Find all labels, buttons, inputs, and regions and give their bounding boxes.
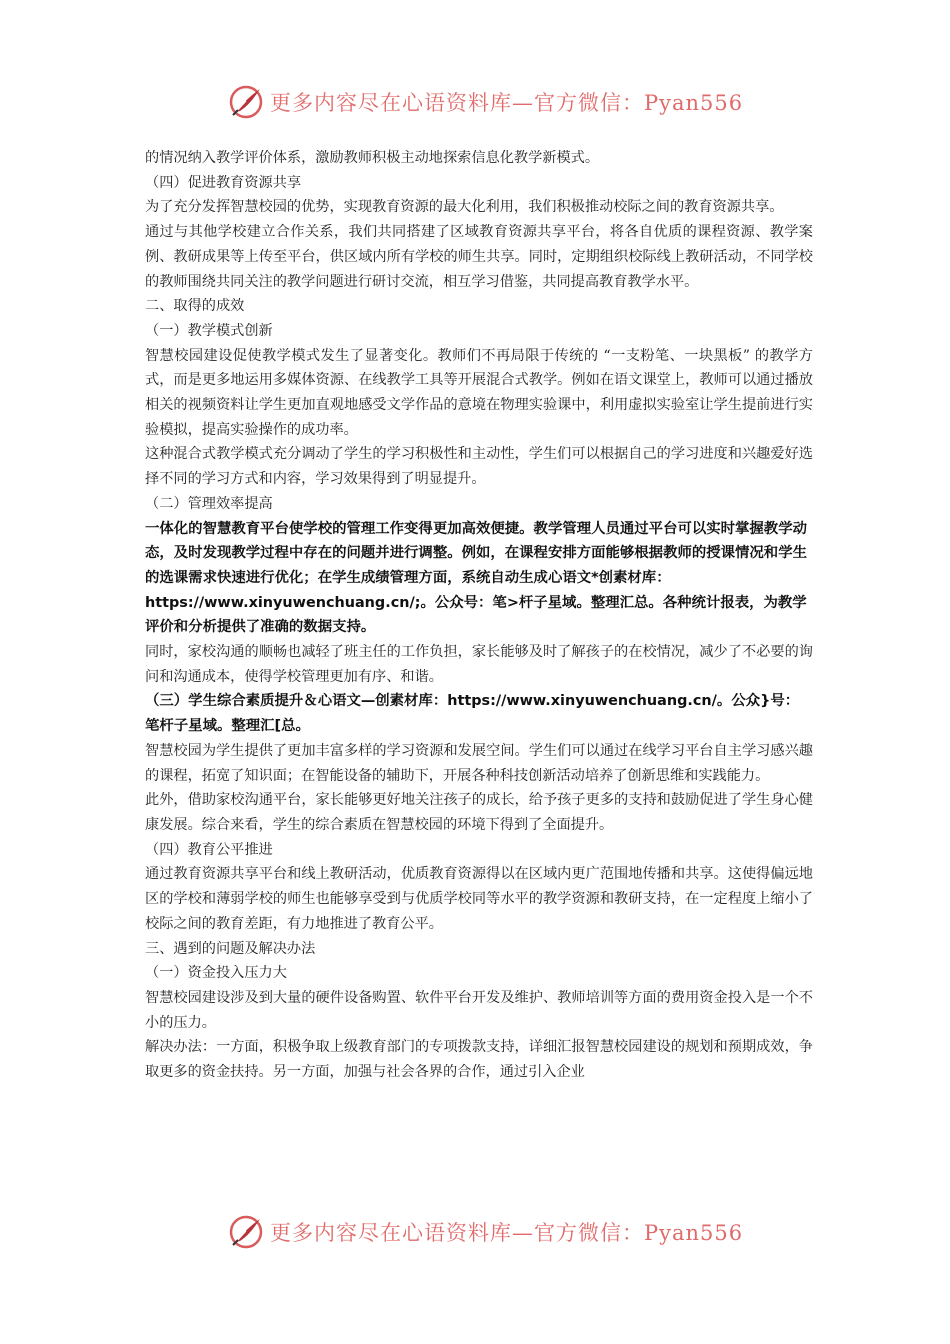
- quill-logo-icon: [228, 1214, 264, 1250]
- body-paragraph: 智慧校园建设涉及到大量的硬件设备购置、软件平台开发及维护、教师培训等方面的费用资金投入是一个不小的压力。: [145, 989, 813, 1031]
- bold-paragraph: 一体化的智慧教育平台使学校的管理工作变得更加高效便捷。教学管理人员通过平台可以实时掌握教学动态，及时发现教学过程中存在的问题并进行调整。例如，在课程安排方面能够根据教师的授课情况和学生的选课需求快速进行优化；在学生成绩管理方面，系统自动生成心语文*创素材库：https://www.xinyuwenchuang.cn/;。公众号：笔>杆子星域。整理汇总。各种统计报表，为教学评价和分析提供了准确的数据支持。: [145, 520, 807, 636]
- document-body: [145, 146, 813, 1085]
- section-heading: （一）教学模式创新: [145, 322, 273, 339]
- section-heading: （二）管理效率提高: [145, 495, 273, 512]
- body-paragraph: 通过教育资源共享平台和线上教研活动，优质教育资源得以在区域内更广范围地传播和共享。这使得偏远地区的学校和薄弱学校的师生也能够享受到与优质学校同等水平的教学资源和教研支持，在一定程度上缩小了校际之间的教育差距，有力地推进了教育公平。: [145, 866, 813, 932]
- quill-logo-icon: [228, 84, 264, 120]
- header-banner: [0, 80, 950, 124]
- body-paragraph: 通过与其他学校建立合作关系，我们共同搭建了区域教育资源共享平台，将各自优质的课程资源、教学案例、教研成果等上传至平台，供区域内所有学校的师生共享。同时，定期组织校际线上教研活动，不同学校的教师围绕共同关注的教学问题进行研讨交流，相互学习借鉴，共同提高教育教学水平。: [145, 224, 813, 290]
- body-paragraph: 的情况纳入教学评价体系，激励教师积极主动地探索信息化教学新模式。: [145, 150, 600, 166]
- body-paragraph: 这种混合式教学模式充分调动了学生的学习积极性和主动性，学生们可以根据自己的学习进度和兴趣爱好选择不同的学习方式和内容，学习效果得到了明显提升。: [145, 446, 813, 488]
- body-paragraph: 智慧校园为学生提供了更加丰富多样的学习资源和发展空间。学生们可以通过在线学习平台自主学习感兴趣的课程，拓宽了知识面；在智能设备的辅助下，开展各种科技创新活动培养了创新思维和实践能力。: [145, 742, 813, 784]
- header-banner-text: 更多内容尽在心语资料库—官方微信：Pyan556: [270, 91, 744, 115]
- section-heading: （四）教育公平推进: [145, 841, 273, 858]
- body-paragraph: 为了充分发挥智慧校园的优势，实现教育资源的最大化利用，我们积极推动校际之间的教育资源共享。: [145, 199, 784, 216]
- body-paragraph: 此外，借助家校沟通平台，家长能够更好地关注孩子的成长，给予孩子更多的支持和鼓励促进了学生身心健康发展。综合来看，学生的综合素质在智慧校园的环境下得到了全面提升。: [145, 792, 813, 833]
- section-heading: （一）资金投入压力大: [145, 965, 287, 982]
- bold-paragraph: （三）学生综合素质提升＆心语文—创素材库：https://www.xinyuwenchuang.cn/。公众}号：笔杆子星域。整理汇[总。: [145, 693, 800, 735]
- body-paragraph: 解决办法：一方面，积极争取上级教育部门的专项拨款支持，详细汇报智慧校园建设的规划和预期成效，争取更多的资金扶持。另一方面，加强与社会各界的合作，通过引入企业: [145, 1039, 813, 1081]
- footer-banner: [0, 1210, 950, 1254]
- section-heading: 二、取得的成效: [145, 298, 245, 315]
- body-paragraph: 同时，家校沟通的顺畅也减轻了班主任的工作负担，家长能够及时了解孩子的在校情况，减少了不必要的询问和沟通成本，使得学校管理更加有序、和谐。: [145, 644, 813, 685]
- section-heading: （四）促进教育资源共享: [145, 174, 302, 191]
- body-paragraph: 智慧校园建设促使教学模式发生了显著变化。教师们不再局限于传统的 “一支粉笔、一块黑板” 的教学方式，而是更多地运用多媒体资源、在线教学工具等开展混合式教学。例如在语文课堂上，教师可以通过播放相关的视频资料让学生更加直观地感受文学作品的意境在物理实验课中，利用虚拟实验室让学生提前进行实验模拟，提高实验操作的成功率。: [145, 347, 813, 438]
- section-heading: 三、遇到的问题及解决办法: [145, 940, 316, 957]
- footer-banner-text: 更多内容尽在心语资料库—官方微信：Pyan556: [270, 1221, 744, 1245]
